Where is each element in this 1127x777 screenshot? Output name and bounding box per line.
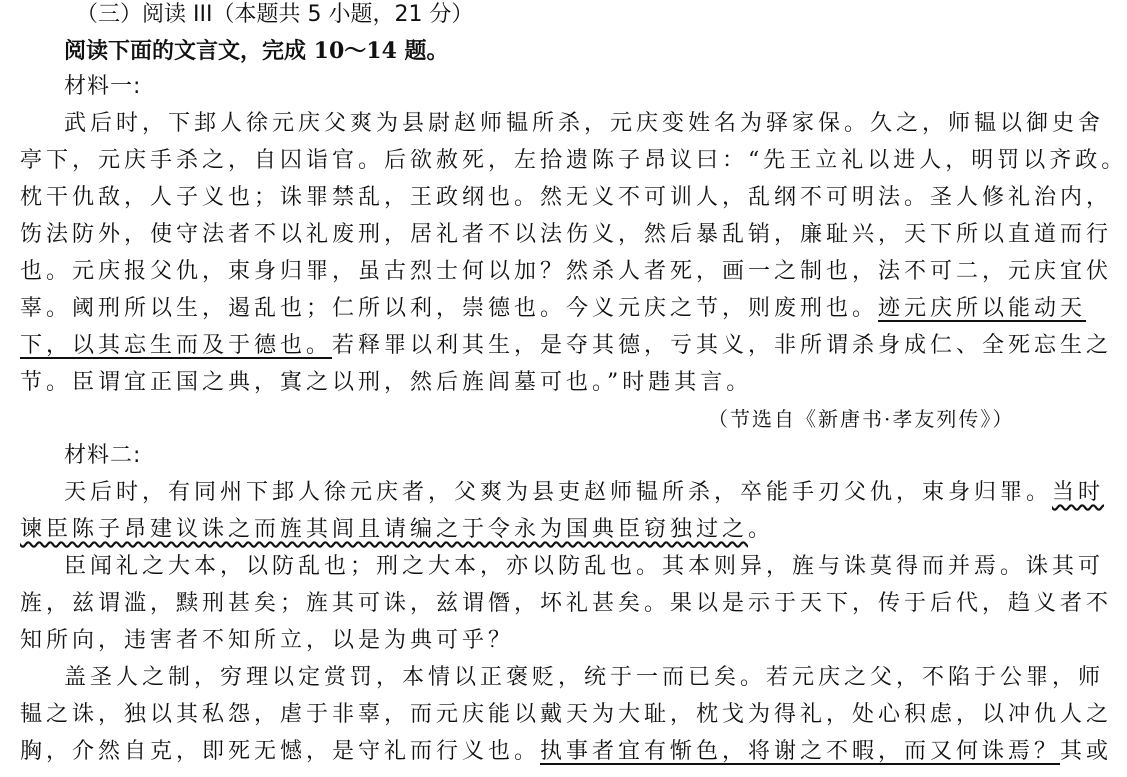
material2-p3-line-3-text: 胸，介然自克，即死无憾，是守礼而行义也。 [20,739,541,764]
material2-p3-line-3-end: 其或 [1060,739,1113,764]
underlined-sentence-part-2: 下，以其忘生而及于德也。 [20,333,333,358]
material1-line-8: 节。臣谓宜正国之典，寘之以刑，然后旌闾墓可也。”时韪其言。 [20,370,753,395]
material2-p2-line-3: 知所向，违害者不知所立，以是为典可乎？ [20,628,515,653]
wavy-underlined-part-1: 当时 [1052,480,1105,505]
material2-p2-line-1: 臣闻礼之大本，以防乱也；刑之大本，亦以防乱也。其本则异，旌与诛莫得而并焉。诛其可 [64,554,1105,579]
material1-line-2: 亭下，元庆手杀之，自囚诣官。后欲赦死，左拾遗陈子昂议曰：“先王立礼以进人，明罚以齐政。 [20,148,1127,173]
underlined-sentence-2: 执事者宜有惭色，将谢之不暇，而又何诛焉？ [540,739,1061,764]
wavy-underlined-part-2: 谏臣陈子昂建议诛之而旌其闾且请编之于令永为国典臣窃独过之 [20,517,749,542]
material1-line-5: 也。元庆报父仇，束身归罪，虽古烈士何以加？然杀人者死，画一之制也，法不可二，元庆宜伏 [20,259,1113,284]
material2-line-1 [64,478,1104,508]
material2-p3-line-2: 韫之诛，独以其私怨，虐于非辜，而元庆能以戴天为大耻，枕戈为得礼，处心积虑，以冲仇人之 [20,702,1113,727]
material1-line-7-text: 若释罪以利其生，是夺其德，亏其义，非所谓杀身成仁、全死忘生之 [332,333,1113,358]
material2-label: 材料二: [64,443,142,468]
material2-line-1-text: 天后时，有同州下邽人徐元庆者，父爽为县吏赵师韫所杀，卒能手刃父仇，束身归罪。 [64,480,1053,505]
section-heading: （三）阅读 III（本题共 5 小题，21 分） [76,2,474,27]
material1-line-3: 枕干仇敌，人子义也；诛罪禁乱，王政纲也。然无义不可训人，乱纲不可明法。圣人修礼治内， [20,185,1113,210]
material1-line-1: 武后时，下邽人徐元庆父爽为县尉赵师韫所杀，元庆变姓名为驿家保。久之，师韫以御史舍 [64,111,1105,136]
instruction: 阅读下面的文言文，完成 10～14 题。 [64,38,449,64]
underlined-sentence-part-1: 迹元庆所以能动天 [878,296,1087,321]
material2-p3-line-1: 盖圣人之制，穷理以定赏罚，本情以正褒贬，统于一而已矣。若元庆之父，不陷于公罪，师 [64,665,1105,690]
material2-line-2 [20,515,774,545]
material1-line-4: 饬法防外，使守法者不以礼废刑，居礼者不以法伤义，然后暴乱销，廉耻兴，天下所以直道而行 [20,222,1113,247]
material1-line-6-text: 辜。阈刑所以生，遏乱也；仁所以利，崇德也。今义元庆之节，则废刑也。 [20,296,879,321]
material1-line-7 [20,331,1112,361]
material1-label: 材料一: [64,74,142,99]
material1-source: （节选自《新唐书·孝友列传》） [708,407,1015,431]
material1-line-6 [20,294,1086,324]
material2-p3-line-3 [20,737,1112,767]
material2-line-2-end: 。 [748,517,775,542]
material2-p2-line-2: 旌，兹谓滥，黩刑甚矣；旌其可诛，兹谓僭，坏礼甚矣。果以是示于天下，传于后代，趋义者不 [20,591,1113,616]
